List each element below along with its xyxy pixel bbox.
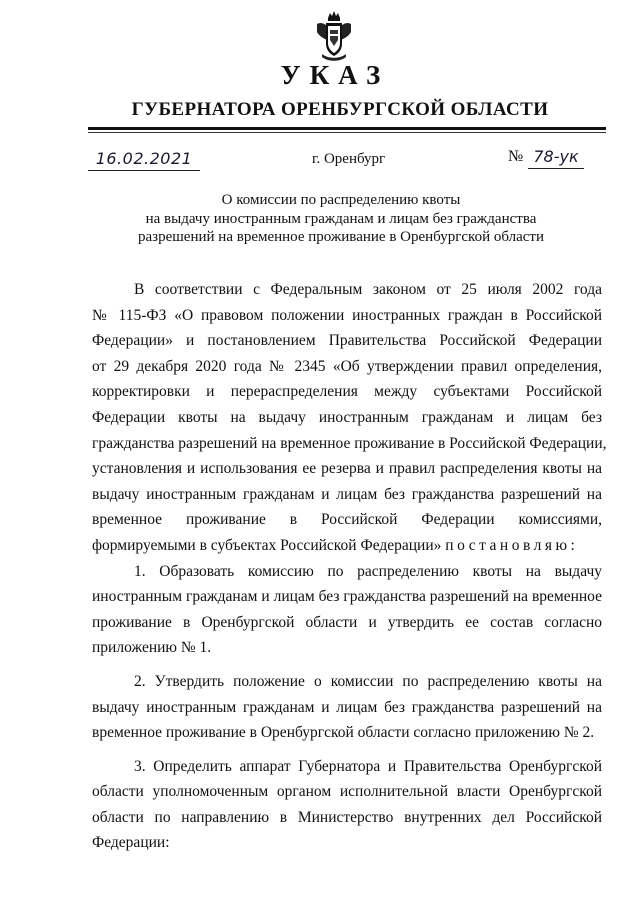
preamble-line: корректировки и перераспределения между субъектами Российской	[92, 383, 602, 401]
item1-line: приложению № 1.	[92, 639, 212, 657]
preamble-line: № 115-ФЗ «О правовом положении иностранных граждан в Российской	[92, 306, 602, 324]
decree-subject	[0, 191, 640, 247]
item3-line: области уполномоченным органом исполнительной власти Оренбургской	[92, 783, 602, 801]
decree-number-label: №	[508, 148, 524, 165]
decree-date: 16.02.2021	[88, 148, 200, 171]
preamble-line: от 29 декабря 2020 года № 2345 «Об утверждении правил определения,	[92, 357, 602, 375]
paragraph-gap	[92, 661, 602, 669]
issuer-title: ГУБЕРНАТОРА ОРЕНБУРГСКОЙ ОБЛАСТИ	[131, 99, 549, 120]
item2-line: 2. Утвердить положение о комиссии по распределению квоты на	[134, 672, 602, 690]
document-title: УКАЗ	[280, 60, 390, 90]
item1-line: иностранным гражданам и лицам без гражданства разрешений на временное	[92, 588, 602, 606]
item2-line: временное проживание в Оренбургской области согласно приложению № 2.	[92, 724, 595, 742]
preamble-line: временное проживание в Российской Федерации комиссиями,	[92, 511, 602, 529]
decree-number: 78-ук	[528, 146, 584, 169]
item2-line: выдачу иностранным гражданам и лицам без гражданства разрешений на	[92, 698, 602, 716]
decree-word: постановляю:	[445, 536, 579, 554]
item1-line: проживание в Оренбургской области и утвердить ее состав согласно	[92, 613, 602, 631]
decree-body	[92, 277, 607, 856]
preamble-line: выдачу иностранным гражданам и лицам без гражданства разрешений на	[92, 485, 602, 503]
decree-city: г. Оренбург	[312, 151, 386, 167]
preamble-line: Федерации» и постановлением Правительства Российской Федерации	[92, 332, 602, 350]
item1-line: 1. Образовать комиссию по распределению квоты на выдачу	[134, 562, 602, 580]
header-rule-thin	[88, 132, 606, 133]
item3-line: 3. Определить аппарат Губернатора и Правительства Оренбургской	[134, 757, 602, 775]
preamble-last-line	[92, 533, 602, 559]
item3-line: Федерации:	[92, 834, 170, 852]
coat-of-arms-icon	[314, 10, 354, 62]
header-rule-thick	[88, 127, 606, 130]
preamble-line: установления и использования ее резерва и правил распределения квоты на	[92, 460, 602, 478]
preamble-last-text: формируемыми в субъектах Российской Федерации»	[92, 536, 442, 554]
subject-line: на выдачу иностранным гражданам и лицам без гражданства	[145, 210, 537, 227]
subject-line: разрешений на временное проживание в Оренбургской области	[138, 229, 544, 245]
preamble-line: В соответствии с Федеральным законом от 25 июля 2002 года	[134, 281, 602, 298]
subject-line: О комиссии по распределению квоты	[221, 192, 461, 208]
preamble-line: Федерации квоты на выдачу иностранным гражданам и лицам без	[92, 408, 602, 426]
item3-line: области по направлению в Министерство внутренних дел Российской	[92, 808, 602, 826]
paragraph-gap	[92, 746, 602, 754]
preamble-line: гражданства разрешений на временное проживание в Российской Федерации,	[92, 434, 607, 452]
